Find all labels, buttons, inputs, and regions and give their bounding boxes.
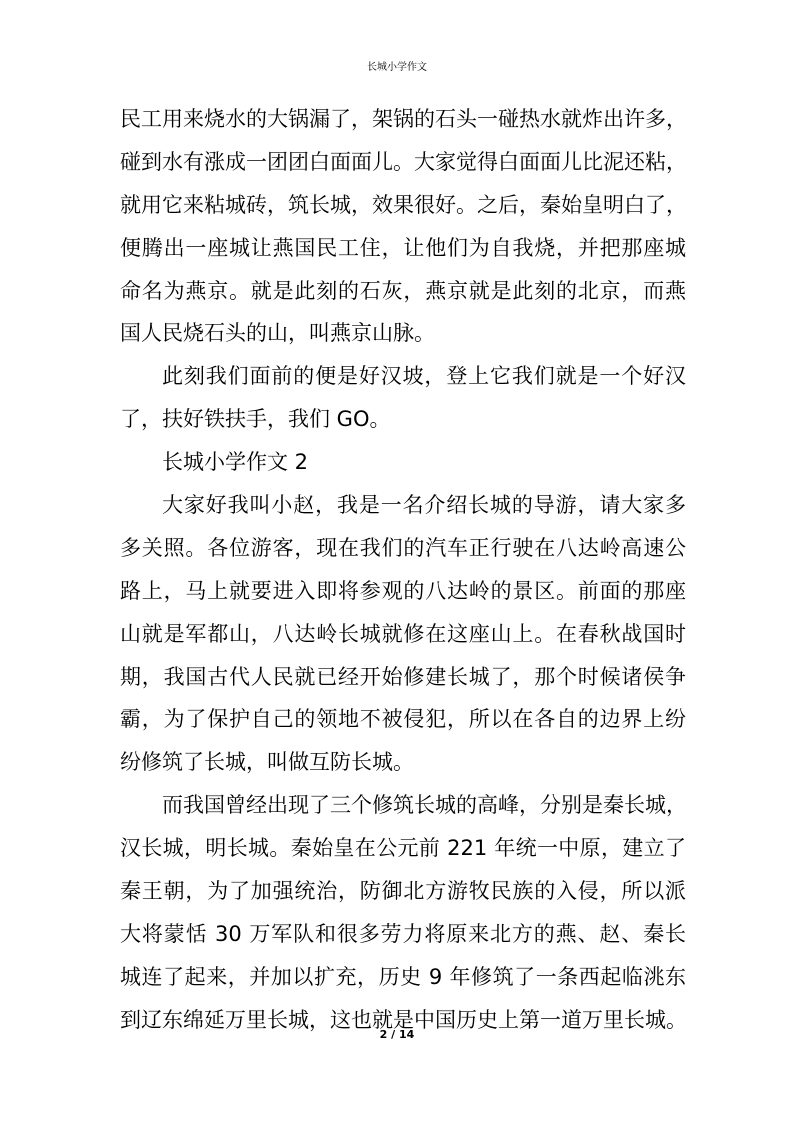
running-header: 长城小学作文	[367, 62, 427, 73]
text-line: 汉长城，明长城。秦始皇在公元前 221 年统一中原，建立了	[120, 836, 686, 861]
text-line: 纷修筑了长城，叫做互防长城。	[120, 750, 414, 775]
text-line: 大家好我叫小赵，我是一名介绍长城的导游，请大家多	[162, 493, 686, 518]
text-line: 碰到水有涨成一团团白面面儿。大家觉得白面面儿比泥还粘，	[120, 149, 687, 174]
section-heading: 长城小学作文 2	[162, 450, 309, 475]
text-line: 路上，马上就要进入即将参观的八达岭的景区。前面的那座	[120, 578, 686, 603]
page-number: 2 / 14	[379, 1028, 415, 1041]
text-line: 到辽东绵延万里长城，这也就是中国历史上第一道万里长城。	[120, 1007, 687, 1032]
text-line: 山就是军都山，八达岭长城就修在这座山上。在春秋战国时	[120, 621, 686, 646]
text-line: 就用它来粘城砖，筑长城，效果很好。之后，秦始皇明白了，	[120, 192, 687, 217]
text-line: 此刻我们面前的便是好汉坡，登上它我们就是一个好汉	[162, 364, 686, 389]
text-line: 多关照。各位游客，现在我们的汽车正行驶在八达岭高速公	[120, 535, 686, 560]
text-line: 霸，为了保护自己的领地不被侵犯，所以在各自的边界上纷	[120, 707, 686, 732]
text-line: 命名为燕京。就是此刻的石灰，燕京就是此刻的北京，而燕	[120, 278, 686, 303]
text-line: 城连了起来，并加以扩充，历史 9 年修筑了一条西起临洮东	[120, 964, 686, 989]
text-line: 秦王朝，为了加强统治，防御北方游牧民族的入侵，所以派	[120, 879, 686, 904]
text-line: 而我国曾经出现了三个修筑长城的高峰，分别是秦长城，	[162, 793, 687, 818]
text-line: 了，扶好铁扶手，我们 GO。	[120, 407, 391, 432]
text-line: 大将蒙恬 30 万军队和很多劳力将原来北方的燕、赵、秦长	[120, 921, 686, 946]
text-line: 国人民烧石头的山，叫燕京山脉。	[120, 321, 435, 346]
text-line: 期，我国古代人民就已经开始修建长城了，那个时候诸侯争	[120, 664, 686, 689]
body-text	[120, 98, 686, 1042]
text-line: 便腾出一座城让燕国民工住，让他们为自我烧，并把那座城	[120, 235, 686, 260]
text-line: 民工用来烧水的大锅漏了，架锅的石头一碰热水就炸出许多，	[120, 107, 687, 131]
